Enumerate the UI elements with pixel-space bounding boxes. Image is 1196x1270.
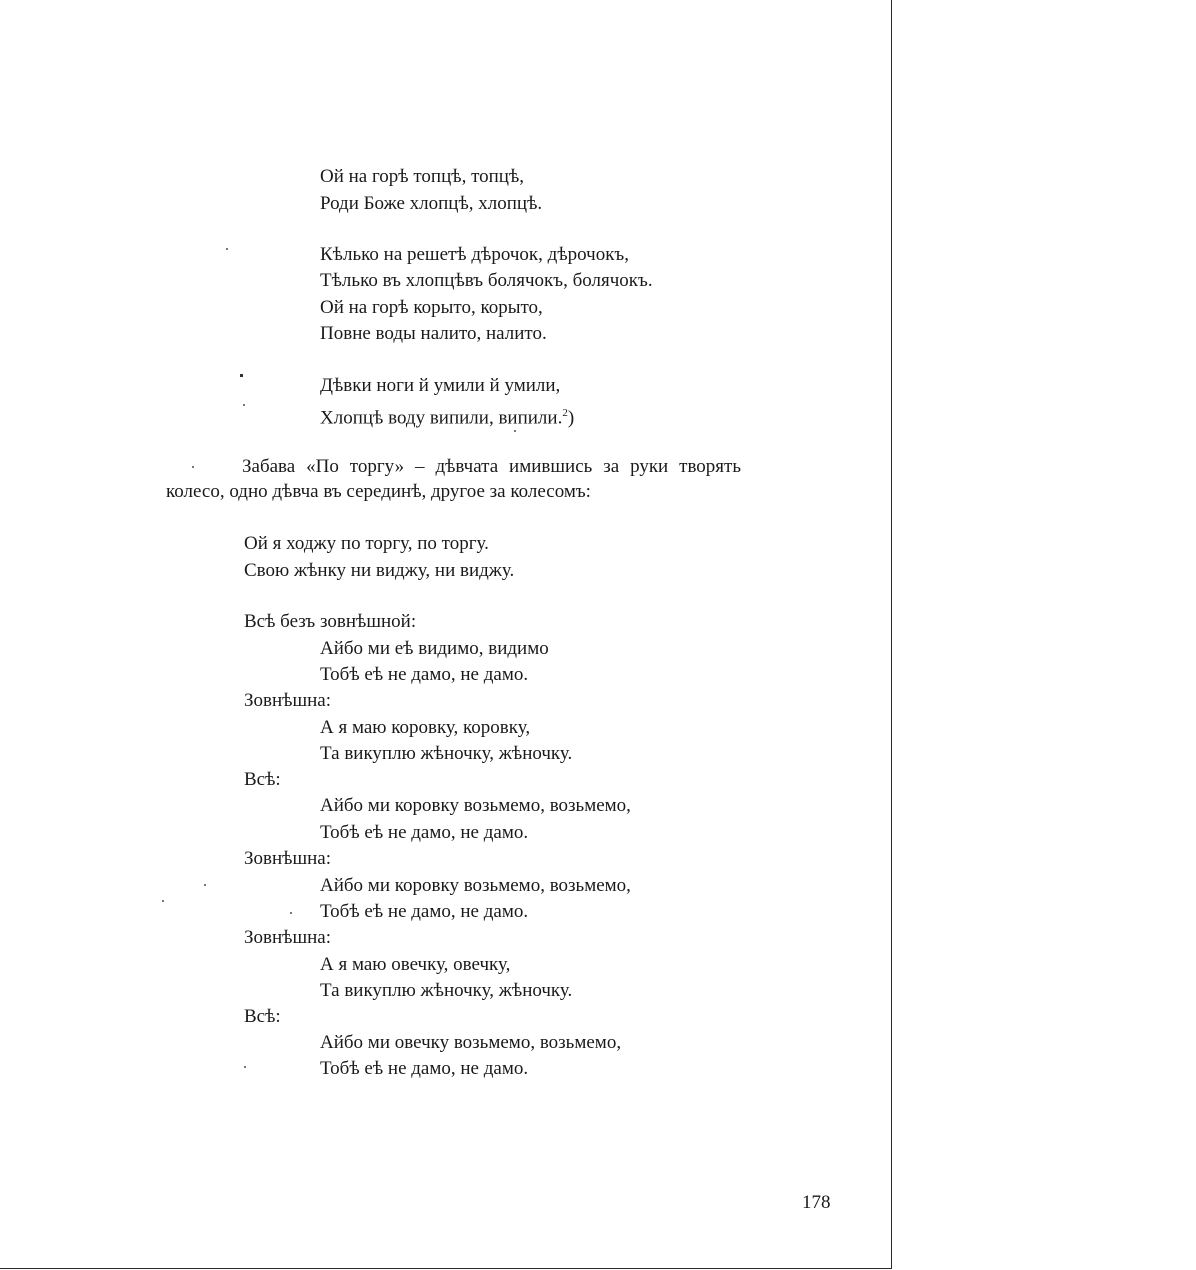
speaker-label: Всѣ:: [244, 1006, 281, 1027]
verse-line: А я маю коровку, коровку,: [320, 717, 531, 738]
verse-line: Тобѣ еѣ не дамо, не дамо.: [320, 822, 529, 843]
speaker-label: Зовнѣшна:: [244, 690, 331, 711]
verse-line-text: Хлопцѣ воду випили, випили.: [320, 407, 563, 429]
verse-line: Повне воды налито, налито.: [320, 323, 547, 344]
closing-parenthesis: ): [567, 407, 575, 429]
scan-speck: [243, 404, 245, 406]
verse-line: Айбо ми коровку возьмемо, возьмемо,: [320, 875, 631, 896]
verse-line: Айбо ми овечку возьмемо, возьмемо,: [320, 1032, 622, 1053]
speaker-label: Зовнѣшна:: [244, 848, 331, 869]
verse-line: Тѣлько въ хлопцѣвъ болячокъ, болячокъ.: [320, 270, 653, 291]
verse-line: А я маю овечку, овечку,: [320, 954, 511, 975]
game-description: [166, 454, 741, 504]
verse-line: Ой я ходжу по торгу, по торгу.: [244, 533, 489, 554]
verse-line-with-footnote: [320, 402, 574, 429]
speaker-label: Всѣ:: [244, 769, 281, 790]
page-number: 178: [802, 1192, 831, 1213]
scan-speck: [192, 466, 194, 468]
verse-line: Тобѣ еѣ не дамо, не дамо.: [320, 1058, 529, 1079]
verse-line: Та викуплю жѣночку, жѣночку.: [320, 980, 573, 1001]
verse-line: Тобѣ еѣ не дамо, не дамо.: [320, 664, 529, 685]
verse-line: Ой на горѣ корыто, корыто,: [320, 297, 543, 318]
scan-speck: [240, 374, 243, 377]
scan-speck: [226, 248, 228, 250]
footnote-mark: 2: [562, 407, 568, 419]
scan-speck: [290, 912, 292, 914]
verse-line: Айбо ми еѣ видимо, видимо: [320, 638, 549, 659]
verse-line: Ой на горѣ топцѣ, топцѣ,: [320, 166, 525, 187]
verse-line: Свою жѣнку ни виджу, ни виджу.: [244, 560, 515, 581]
scan-speck: [204, 884, 206, 886]
scan-speck: [162, 900, 164, 902]
verse-line: Дѣвки ноги й умили й умили,: [320, 375, 561, 396]
game-description-text: Забава «По торгу» – дѣвчата имившись за руки творять колесо, одно дѣвча въ серединѣ, другое за колесомъ:: [166, 456, 741, 502]
verse-line: Роди Боже хлопцѣ, хлопцѣ.: [320, 193, 543, 214]
scan-speck: [244, 1066, 246, 1068]
verse-line: Кѣлько на решетѣ дѣрочок, дѣрочокъ,: [320, 244, 630, 265]
speaker-label: Всѣ безъ зовнѣшной:: [244, 611, 417, 632]
speaker-label: Зовнѣшна:: [244, 927, 331, 948]
verse-line: Айбо ми коровку возьмемо, возьмемо,: [320, 795, 631, 816]
verse-line: Тобѣ еѣ не дамо, не дамо.: [320, 901, 529, 922]
verse-line: Та викуплю жѣночку, жѣночку.: [320, 743, 573, 764]
scan-speck: [514, 430, 516, 432]
